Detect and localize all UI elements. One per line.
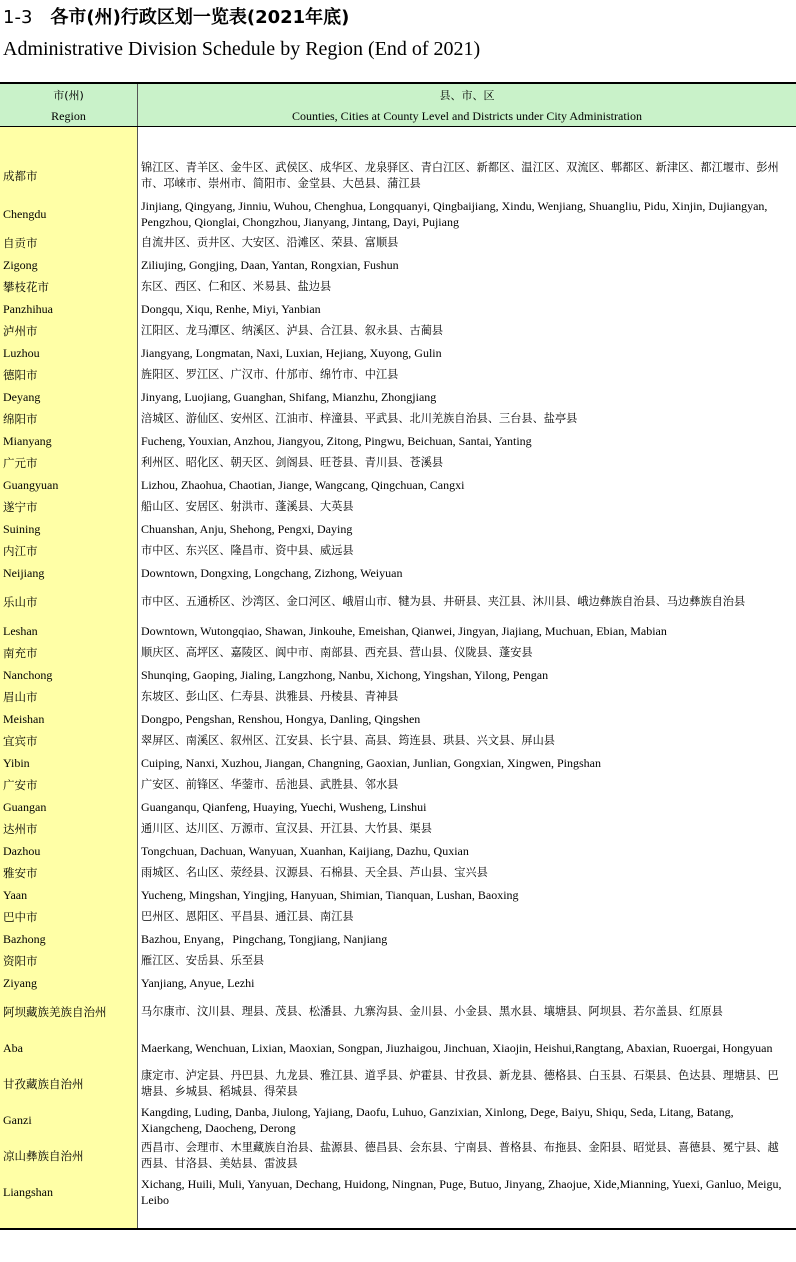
counties-list-en-text: Fucheng, Youxian, Anzhou, Jiangyou, Zitong, Pingwu, Beichuan, Santai, Yanting — [141, 434, 532, 448]
region-name-cn — [3, 642, 136, 664]
counties-list-en — [141, 474, 789, 496]
region-name-en — [3, 620, 136, 642]
counties-list-en — [141, 1102, 789, 1138]
region-name-cn-text: 广安市 — [3, 778, 38, 792]
header-cell-counties — [138, 84, 796, 126]
counties-list-en — [141, 928, 789, 950]
counties-list-en-text: Tongchuan, Dachuan, Wanyuan, Xuanhan, Kaijiang, Dazhu, Quxian — [141, 844, 469, 858]
counties-list-cn — [141, 686, 789, 708]
counties-list-en-text: Shunqing, Gaoping, Jialing, Langzhong, Nanbu, Xichong, Yingshan, Yilong, Pengan — [141, 668, 549, 682]
region-name-en — [3, 884, 136, 906]
region-name-cn-text: 成都市 — [3, 169, 38, 183]
counties-list-cn — [141, 730, 789, 752]
region-name-en — [3, 840, 136, 862]
region-name-en — [3, 254, 136, 276]
region-name-cn-text: 巴中市 — [3, 910, 38, 924]
counties-list-en — [141, 752, 789, 774]
region-name-cn — [3, 276, 136, 298]
region-name-cn — [3, 452, 136, 474]
counties-list-en-text: Dongqu, Xiqu, Renhe, Miyi, Yanbian — [141, 302, 321, 316]
region-name-en-text: Suining — [3, 521, 41, 536]
counties-list-en — [141, 708, 789, 730]
counties-list-en-text: Lizhou, Zhaohua, Chaotian, Jiange, Wangcang, Qingchuan, Cangxi — [141, 478, 465, 492]
counties-list-cn-text: 锦江区、青羊区、金牛区、武侯区、成华区、龙泉驿区、青白江区、新都区、温江区、双流区、郫都区、新津区、都江堰市、彭州市、邛崃市、崇州市、简阳市、金堂县、大邑县、蒲江县 — [141, 161, 779, 190]
region-name-en — [3, 972, 136, 994]
counties-list-cn — [141, 276, 789, 298]
page-title-chinese: 各市(州)行政区划一览表(2021年底) — [50, 7, 350, 28]
region-name-cn-text: 资阳市 — [3, 954, 38, 968]
counties-list-en-text: Cuiping, Nanxi, Xuzhou, Jiangan, Changning, Gaoxian, Junlian, Gongxian, Xingwen, Pingshan — [141, 756, 601, 770]
counties-list-en-text: Guanganqu, Qianfeng, Huaying, Yuechi, Wusheng, Linshui — [141, 800, 427, 814]
counties-list-cn — [141, 496, 789, 518]
region-name-cn — [3, 994, 136, 1030]
region-name-cn — [3, 1138, 136, 1174]
region-name-cn-text: 绵阳市 — [3, 412, 38, 426]
region-name-en — [3, 796, 136, 818]
counties-list-en — [141, 796, 789, 818]
region-name-en — [3, 518, 136, 540]
region-name-en-text: Guangan — [3, 799, 47, 814]
counties-list-en-text: Maerkang, Wenchuan, Lixian, Maoxian, Songpan, Jiuzhaigou, Jinchuan, Xiaojin, Heishui,Rangtang, Abaxian, Ruoergai, Hongyuan — [141, 1041, 773, 1055]
region-name-en — [3, 1174, 136, 1210]
counties-list-en-text: Dongpo, Pengshan, Renshou, Hongya, Danling, Qingshen — [141, 712, 421, 726]
counties-list-cn-text: 康定市、泸定县、丹巴县、九龙县、雅江县、道孚县、炉霍县、甘孜县、新龙县、德格县、白玉县、石渠县、色达县、理塘县、巴塘县、乡城县、稻城县、得荣县 — [141, 1069, 779, 1098]
counties-list-cn-text: 雁江区、安岳县、乐至县 — [141, 954, 265, 967]
region-name-cn-text: 达州市 — [3, 822, 38, 836]
region-name-en — [3, 386, 136, 408]
table-bottom-rule — [0, 1228, 796, 1230]
counties-list-cn — [141, 452, 789, 474]
counties-list-en-text: Kangding, Luding, Danba, Jiulong, Yajiang, Daofu, Luhuo, Ganzixian, Xinlong, Dege, Baiyu, Shiqu, Seda, Litang, Batang, Xiangcheng, Daocheng, Derong — [141, 1105, 734, 1135]
region-name-cn-text: 遂宁市 — [3, 500, 38, 514]
counties-list-en — [141, 430, 789, 452]
counties-list-cn-text: 东坡区、彭山区、仁寿县、洪雅县、丹棱县、青神县 — [141, 690, 399, 703]
region-name-cn-text: 凉山彝族自治州 — [3, 1149, 84, 1163]
region-name-cn-text: 南充市 — [3, 646, 38, 660]
region-name-cn-text: 泸州市 — [3, 324, 38, 338]
counties-list-en — [141, 1174, 789, 1210]
counties-list-cn-text: 江阳区、龙马潭区、纳溪区、泸县、合江县、叙永县、古蔺县 — [141, 324, 444, 337]
region-name-en — [3, 562, 136, 584]
counties-list-cn-text: 利州区、昭化区、朝天区、剑阁县、旺苍县、青川县、苍溪县 — [141, 456, 444, 469]
counties-list-en — [141, 562, 789, 584]
counties-list-en-text: Ziliujing, Gongjing, Daan, Yantan, Rongxian, Fushun — [141, 258, 399, 272]
region-name-en-text: Meishan — [3, 711, 45, 726]
region-name-cn-text: 自贡市 — [3, 236, 38, 250]
region-name-cn-text: 乐山市 — [3, 595, 38, 609]
region-name-cn — [3, 774, 136, 796]
region-name-en — [3, 196, 136, 232]
counties-list-en-text: Jinjiang, Qingyang, Jinniu, Wuhou, Chenghua, Longquanyi, Qingbaijiang, Xindu, Wenjiang, Shuangliu, Pidu, Xinjin, Dujiangyan, Pengzhou, Qionglai, Chongzhou, Jianyang, Jintang, Dayi, Pujiang — [141, 199, 768, 229]
counties-list-cn — [141, 540, 789, 562]
counties-list-cn — [141, 232, 789, 254]
region-name-cn-text: 攀枝花市 — [3, 280, 49, 294]
region-name-cn — [3, 408, 136, 430]
counties-list-en-text: Jinyang, Luojiang, Guanghan, Shifang, Mianzhu, Zhongjiang — [141, 390, 437, 404]
region-name-cn-text: 甘孜藏族自治州 — [3, 1077, 84, 1091]
counties-list-en — [141, 620, 789, 642]
counties-list-cn-text: 马尔康市、汶川县、理县、茂县、松潘县、九寨沟县、金川县、小金县、黑水县、壤塘县、阿坝县、若尔盖县、红原县 — [141, 1005, 723, 1018]
counties-list-cn — [141, 994, 789, 1030]
region-name-cn — [3, 584, 136, 620]
counties-list-en — [141, 972, 789, 994]
counties-list-cn — [141, 1066, 789, 1102]
region-name-cn — [3, 862, 136, 884]
region-name-cn — [3, 364, 136, 386]
region-name-en-text: Nanchong — [3, 667, 53, 682]
region-name-en-text: Deyang — [3, 389, 41, 404]
header-region-en: Region — [51, 109, 86, 123]
region-name-cn — [3, 320, 136, 342]
counties-list-cn-text: 巴州区、恩阳区、平昌县、通江县、南江县 — [141, 910, 354, 923]
counties-list-cn-text: 顺庆区、高坪区、嘉陵区、阆中市、南部县、西充县、营山县、仪陇县、蓬安县 — [141, 646, 533, 659]
counties-list-cn — [141, 642, 789, 664]
header-cell-region — [0, 84, 138, 126]
region-name-en — [3, 664, 136, 686]
header-region-cn: 市(州) — [53, 89, 84, 102]
counties-list-cn-text: 西昌市、会理市、木里藏族自治县、盐源县、德昌县、会东县、宁南县、普格县、布拖县、金阳县、昭觉县、喜德县、冕宁县、越西县、甘洛县、美姑县、雷波县 — [141, 1141, 779, 1170]
counties-list-en — [141, 342, 789, 364]
header-bottom-rule — [0, 126, 796, 127]
counties-list-en-text: Yucheng, Mingshan, Yingjing, Hanyuan, Shimian, Tianquan, Lushan, Baoxing — [141, 888, 519, 902]
counties-list-cn-text: 翠屏区、南溪区、叙州区、江安县、长宁县、高县、筠连县、珙县、兴文县、屏山县 — [141, 734, 555, 747]
region-name-en — [3, 1102, 136, 1138]
counties-list-en — [141, 884, 789, 906]
region-name-en — [3, 708, 136, 730]
counties-list-cn-text: 自流井区、贡井区、大安区、沿滩区、荣县、富顺县 — [141, 236, 399, 249]
counties-list-cn — [141, 818, 789, 840]
region-name-cn-text: 眉山市 — [3, 690, 38, 704]
region-name-en-text: Leshan — [3, 623, 38, 638]
counties-list-cn — [141, 774, 789, 796]
counties-list-cn — [141, 1138, 789, 1174]
region-name-en — [3, 430, 136, 452]
region-name-en-text: Ziyang — [3, 975, 37, 990]
region-name-en-text: Yaan — [3, 887, 28, 902]
counties-list-en-text: Chuanshan, Anju, Shehong, Pengxi, Daying — [141, 522, 353, 536]
table-number: 1-3 — [3, 7, 33, 28]
region-name-en-text: Mianyang — [3, 433, 52, 448]
region-name-en-text: Zigong — [3, 257, 38, 272]
counties-list-cn-text: 船山区、安居区、射洪市、蓬溪县、大英县 — [141, 500, 354, 513]
counties-list-cn-text: 广安区、前锋区、华蓥市、岳池县、武胜县、邻水县 — [141, 778, 399, 791]
counties-list-en-text: Jiangyang, Longmatan, Naxi, Luxian, Hejiang, Xuyong, Gulin — [141, 346, 442, 360]
counties-list-en-text: Xichang, Huili, Muli, Yanyuan, Dechang, Huidong, Ningnan, Puge, Butuo, Jinyang, Zhaojue, Xide,Mianning, Yuexi, Ganluo, Meigu, Leibo — [141, 1177, 782, 1207]
counties-list-cn — [141, 906, 789, 928]
counties-list-en-text: Downtown, Dongxing, Longchang, Zizhong, Weiyuan — [141, 566, 403, 580]
region-name-cn-text: 广元市 — [3, 456, 38, 470]
region-name-en-text: Aba — [3, 1040, 23, 1055]
region-name-cn — [3, 540, 136, 562]
region-name-en-text: Yibin — [3, 755, 30, 770]
counties-list-cn-text: 涪城区、游仙区、安州区、江油市、梓潼县、平武县、北川羌族自治县、三台县、盐亭县 — [141, 412, 578, 425]
region-name-en — [3, 342, 136, 364]
region-name-cn — [3, 1066, 136, 1102]
counties-list-cn-text: 市中区、东兴区、隆昌市、资中县、威远县 — [141, 544, 354, 557]
counties-list-en — [141, 518, 789, 540]
counties-list-en — [141, 664, 789, 686]
counties-list-cn-text: 东区、西区、仁和区、米易县、盐边县 — [141, 280, 332, 293]
counties-list-en-text: Yanjiang, Anyue, Lezhi — [141, 976, 255, 990]
counties-list-cn — [141, 862, 789, 884]
region-name-en-text: Guangyuan — [3, 477, 59, 492]
region-name-en — [3, 474, 136, 496]
region-name-cn — [3, 906, 136, 928]
counties-list-cn-text: 通川区、达川区、万源市、宣汉县、开江县、大竹县、渠县 — [141, 822, 432, 835]
counties-list-en — [141, 196, 789, 232]
region-name-en-text: Dazhou — [3, 843, 41, 858]
region-name-cn-text: 雅安市 — [3, 866, 38, 880]
counties-list-cn — [141, 158, 789, 194]
counties-list-cn — [141, 364, 789, 386]
table-number-and-title-chinese — [3, 6, 349, 30]
region-name-cn — [3, 686, 136, 708]
counties-list-en — [141, 1030, 789, 1066]
header-counties-en: Counties, Cities at County Level and Districts under City Administration — [292, 109, 642, 123]
region-name-en-text: Neijiang — [3, 565, 45, 580]
counties-list-cn — [141, 950, 789, 972]
region-name-en — [3, 928, 136, 950]
counties-list-cn — [141, 584, 789, 620]
region-name-cn-text: 宜宾市 — [3, 734, 38, 748]
region-name-cn — [3, 730, 136, 752]
region-name-en-text: Bazhong — [3, 931, 46, 946]
region-name-en-text: Panzhihua — [3, 301, 53, 316]
region-name-en-text: Chengdu — [3, 206, 47, 221]
counties-list-cn-text: 市中区、五通桥区、沙湾区、金口河区、峨眉山市、犍为县、井研县、夹江县、沐川县、峨边彝族自治县、马边彝族自治县 — [141, 595, 746, 608]
region-name-cn — [3, 232, 136, 254]
counties-list-en — [141, 386, 789, 408]
region-name-en-text: Liangshan — [3, 1184, 53, 1199]
region-name-en — [3, 1030, 136, 1066]
counties-list-cn-text: 雨城区、名山区、荥经县、汉源县、石棉县、天全县、芦山县、宝兴县 — [141, 866, 488, 879]
counties-list-en — [141, 840, 789, 862]
region-name-en — [3, 298, 136, 320]
region-name-cn — [3, 496, 136, 518]
counties-list-cn-text: 旌阳区、罗江区、广汉市、什邡市、绵竹市、中江县 — [141, 368, 399, 381]
counties-list-en-text: Bazhou, Enyang，Pingchang, Tongjiang, Nanjiang — [141, 932, 388, 946]
region-name-cn — [3, 158, 136, 194]
header-counties-cn: 县、市、区 — [439, 89, 495, 102]
region-name-en — [3, 752, 136, 774]
region-name-cn-text: 内江市 — [3, 544, 38, 558]
counties-list-en-text: Downtown, Wutongqiao, Shawan, Jinkouhe, Emeishan, Qianwei, Jingyan, Jiajiang, Muchuan, Ebian, Mabian — [141, 624, 667, 638]
region-name-en-text: Luzhou — [3, 345, 40, 360]
region-name-en-text: Ganzi — [3, 1112, 32, 1127]
region-name-cn — [3, 950, 136, 972]
counties-list-en — [141, 298, 789, 320]
page-title-english: Administrative Division Schedule by Region (End of 2021) — [3, 38, 481, 60]
counties-list-cn — [141, 408, 789, 430]
region-name-cn-text: 德阳市 — [3, 368, 38, 382]
region-name-cn — [3, 818, 136, 840]
region-name-cn-text: 阿坝藏族羌族自治州 — [3, 1005, 107, 1019]
counties-list-en — [141, 254, 789, 276]
counties-list-cn — [141, 320, 789, 342]
